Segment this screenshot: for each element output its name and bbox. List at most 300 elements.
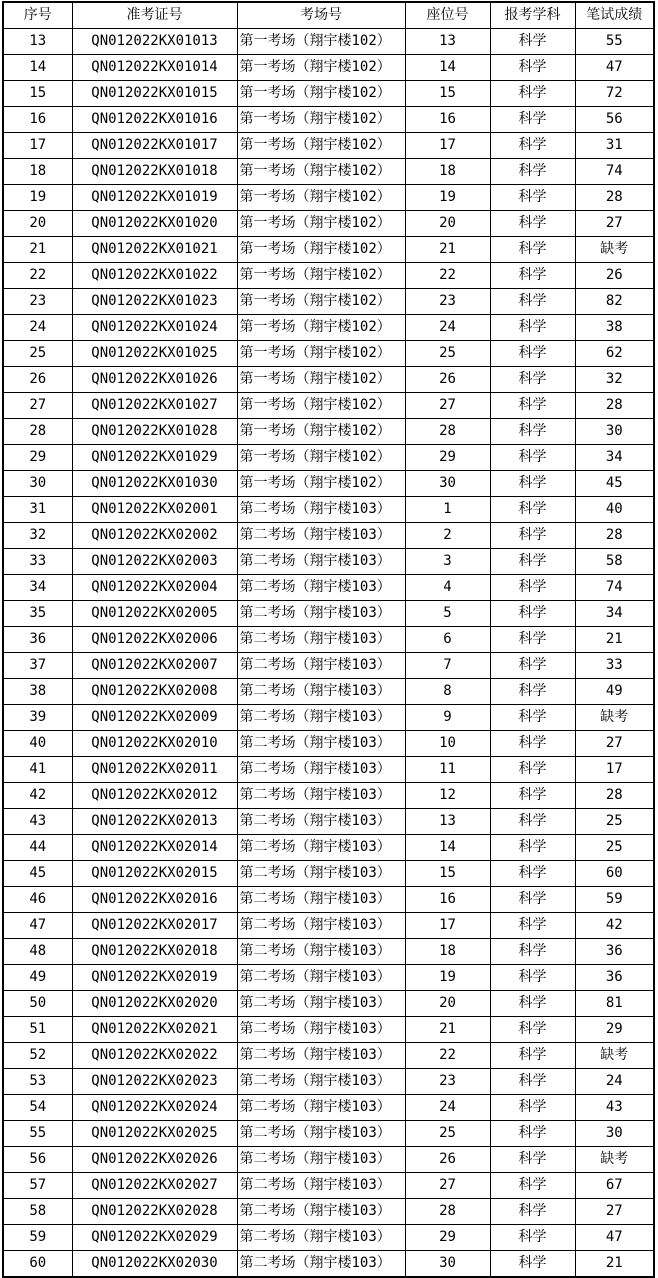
exam-results-table (2, 1, 655, 1278)
cell-seq: 14 (3, 55, 72, 81)
cell-seat: 14 (405, 55, 490, 81)
cell-ticket: QN012022KX02026 (72, 1147, 237, 1173)
cell-seat: 17 (405, 913, 490, 939)
cell-room: 第一考场（翔宇楼102） (237, 445, 405, 471)
cell-score: 74 (575, 159, 654, 185)
table-row (3, 185, 654, 211)
cell-subject: 科学 (490, 237, 575, 263)
cell-score: 36 (575, 939, 654, 965)
cell-subject: 科学 (490, 55, 575, 81)
cell-ticket: QN012022KX01022 (72, 263, 237, 289)
cell-room: 第一考场（翔宇楼102） (237, 55, 405, 81)
cell-score: 40 (575, 497, 654, 523)
table-row (3, 523, 654, 549)
cell-seq: 31 (3, 497, 72, 523)
cell-room: 第一考场（翔宇楼102） (237, 29, 405, 55)
cell-room: 第二考场（翔宇楼103） (237, 1225, 405, 1251)
cell-room: 第二考场（翔宇楼103） (237, 835, 405, 861)
table-row (3, 289, 654, 315)
cell-ticket: QN012022KX02013 (72, 809, 237, 835)
cell-room: 第一考场（翔宇楼102） (237, 419, 405, 445)
cell-ticket: QN012022KX02024 (72, 1095, 237, 1121)
cell-room: 第一考场（翔宇楼102） (237, 211, 405, 237)
cell-room: 第二考场（翔宇楼103） (237, 1017, 405, 1043)
cell-subject: 科学 (490, 419, 575, 445)
table-body (3, 29, 654, 1278)
cell-seq: 56 (3, 1147, 72, 1173)
cell-seat: 17 (405, 133, 490, 159)
cell-subject: 科学 (490, 835, 575, 861)
cell-score: 59 (575, 887, 654, 913)
cell-ticket: QN012022KX01017 (72, 133, 237, 159)
cell-ticket: QN012022KX02006 (72, 627, 237, 653)
cell-subject: 科学 (490, 1225, 575, 1251)
cell-seq: 52 (3, 1043, 72, 1069)
cell-subject: 科学 (490, 991, 575, 1017)
cell-seat: 27 (405, 1173, 490, 1199)
cell-seq: 22 (3, 263, 72, 289)
cell-ticket: QN012022KX01013 (72, 29, 237, 55)
cell-score: 60 (575, 861, 654, 887)
table-row (3, 731, 654, 757)
cell-ticket: QN012022KX02011 (72, 757, 237, 783)
cell-seat: 22 (405, 263, 490, 289)
cell-seat: 25 (405, 1121, 490, 1147)
cell-seat: 16 (405, 107, 490, 133)
cell-ticket: QN012022KX01024 (72, 315, 237, 341)
cell-room: 第二考场（翔宇楼103） (237, 1199, 405, 1225)
table-row (3, 1173, 654, 1199)
cell-ticket: QN012022KX01023 (72, 289, 237, 315)
table-row (3, 211, 654, 237)
cell-ticket: QN012022KX02021 (72, 1017, 237, 1043)
table-row (3, 81, 654, 107)
cell-seq: 37 (3, 653, 72, 679)
cell-room: 第二考场（翔宇楼103） (237, 861, 405, 887)
cell-seat: 28 (405, 1199, 490, 1225)
cell-score: 缺考 (575, 1043, 654, 1069)
table-row (3, 55, 654, 81)
cell-seq: 50 (3, 991, 72, 1017)
cell-ticket: QN012022KX02022 (72, 1043, 237, 1069)
cell-subject: 科学 (490, 393, 575, 419)
table-row (3, 107, 654, 133)
cell-subject: 科学 (490, 861, 575, 887)
cell-room: 第二考场（翔宇楼103） (237, 575, 405, 601)
cell-score: 62 (575, 341, 654, 367)
cell-seq: 28 (3, 419, 72, 445)
cell-seq: 27 (3, 393, 72, 419)
cell-room: 第二考场（翔宇楼103） (237, 809, 405, 835)
cell-seat: 24 (405, 1095, 490, 1121)
cell-score: 28 (575, 185, 654, 211)
cell-score: 25 (575, 835, 654, 861)
table-row (3, 367, 654, 393)
cell-seq: 45 (3, 861, 72, 887)
cell-ticket: QN012022KX02014 (72, 835, 237, 861)
cell-seat: 8 (405, 679, 490, 705)
cell-seat: 6 (405, 627, 490, 653)
cell-room: 第二考场（翔宇楼103） (237, 1121, 405, 1147)
cell-seat: 9 (405, 705, 490, 731)
cell-ticket: QN012022KX02003 (72, 549, 237, 575)
cell-seq: 59 (3, 1225, 72, 1251)
cell-score: 32 (575, 367, 654, 393)
cell-ticket: QN012022KX02023 (72, 1069, 237, 1095)
cell-room: 第二考场（翔宇楼103） (237, 1095, 405, 1121)
cell-room: 第二考场（翔宇楼103） (237, 757, 405, 783)
table-row (3, 627, 654, 653)
cell-subject: 科学 (490, 1147, 575, 1173)
cell-score: 31 (575, 133, 654, 159)
table-row (3, 263, 654, 289)
cell-seat: 15 (405, 81, 490, 107)
table-row (3, 991, 654, 1017)
cell-score: 33 (575, 653, 654, 679)
cell-ticket: QN012022KX02028 (72, 1199, 237, 1225)
table-row (3, 549, 654, 575)
cell-ticket: QN012022KX02008 (72, 679, 237, 705)
cell-subject: 科学 (490, 549, 575, 575)
cell-seq: 30 (3, 471, 72, 497)
cell-score: 30 (575, 419, 654, 445)
cell-seq: 32 (3, 523, 72, 549)
cell-subject: 科学 (490, 1251, 575, 1278)
cell-score: 27 (575, 1199, 654, 1225)
cell-seat: 30 (405, 1251, 490, 1278)
cell-score: 56 (575, 107, 654, 133)
cell-ticket: QN012022KX01019 (72, 185, 237, 211)
cell-subject: 科学 (490, 367, 575, 393)
cell-seq: 47 (3, 913, 72, 939)
cell-seq: 15 (3, 81, 72, 107)
table-row (3, 471, 654, 497)
cell-ticket: QN012022KX02020 (72, 991, 237, 1017)
cell-seat: 15 (405, 861, 490, 887)
cell-ticket: QN012022KX02018 (72, 939, 237, 965)
cell-seat: 20 (405, 211, 490, 237)
cell-score: 缺考 (575, 237, 654, 263)
cell-room: 第二考场（翔宇楼103） (237, 627, 405, 653)
cell-seat: 23 (405, 1069, 490, 1095)
table-row (3, 445, 654, 471)
cell-score: 17 (575, 757, 654, 783)
cell-room: 第二考场（翔宇楼103） (237, 731, 405, 757)
cell-room: 第二考场（翔宇楼103） (237, 939, 405, 965)
cell-subject: 科学 (490, 445, 575, 471)
cell-ticket: QN012022KX02005 (72, 601, 237, 627)
cell-seq: 33 (3, 549, 72, 575)
table-row (3, 419, 654, 445)
cell-ticket: QN012022KX02002 (72, 523, 237, 549)
cell-subject: 科学 (490, 809, 575, 835)
cell-subject: 科学 (490, 523, 575, 549)
cell-ticket: QN012022KX02010 (72, 731, 237, 757)
cell-seat: 10 (405, 731, 490, 757)
cell-room: 第一考场（翔宇楼102） (237, 289, 405, 315)
cell-subject: 科学 (490, 705, 575, 731)
cell-seat: 13 (405, 809, 490, 835)
cell-score: 38 (575, 315, 654, 341)
cell-seq: 48 (3, 939, 72, 965)
cell-score: 24 (575, 1069, 654, 1095)
cell-subject: 科学 (490, 1199, 575, 1225)
table-row (3, 601, 654, 627)
table-row (3, 497, 654, 523)
cell-ticket: QN012022KX02016 (72, 887, 237, 913)
cell-room: 第二考场（翔宇楼103） (237, 497, 405, 523)
cell-ticket: QN012022KX01030 (72, 471, 237, 497)
cell-seq: 21 (3, 237, 72, 263)
cell-room: 第一考场（翔宇楼102） (237, 107, 405, 133)
cell-ticket: QN012022KX02001 (72, 497, 237, 523)
cell-score: 28 (575, 393, 654, 419)
cell-seat: 12 (405, 783, 490, 809)
cell-subject: 科学 (490, 1017, 575, 1043)
table-row (3, 1251, 654, 1278)
cell-seq: 41 (3, 757, 72, 783)
cell-subject: 科学 (490, 731, 575, 757)
cell-score: 67 (575, 1173, 654, 1199)
table-row (3, 1147, 654, 1173)
cell-subject: 科学 (490, 939, 575, 965)
cell-seq: 26 (3, 367, 72, 393)
cell-seat: 28 (405, 419, 490, 445)
cell-ticket: QN012022KX01027 (72, 393, 237, 419)
table-row (3, 679, 654, 705)
cell-seq: 39 (3, 705, 72, 731)
cell-ticket: QN012022KX01021 (72, 237, 237, 263)
table-row (3, 575, 654, 601)
cell-ticket: QN012022KX02027 (72, 1173, 237, 1199)
cell-seat: 23 (405, 289, 490, 315)
cell-ticket: QN012022KX01026 (72, 367, 237, 393)
cell-seat: 3 (405, 549, 490, 575)
cell-room: 第二考场（翔宇楼103） (237, 887, 405, 913)
cell-seat: 7 (405, 653, 490, 679)
table-row (3, 1225, 654, 1251)
cell-subject: 科学 (490, 1043, 575, 1069)
cell-seq: 24 (3, 315, 72, 341)
table-row (3, 913, 654, 939)
cell-subject: 科学 (490, 757, 575, 783)
cell-subject: 科学 (490, 1069, 575, 1095)
cell-seq: 54 (3, 1095, 72, 1121)
cell-ticket: QN012022KX01020 (72, 211, 237, 237)
cell-seq: 20 (3, 211, 72, 237)
cell-room: 第二考场（翔宇楼103） (237, 1069, 405, 1095)
header-subject: 报考学科 (490, 2, 575, 29)
cell-subject: 科学 (490, 575, 575, 601)
cell-room: 第二考场（翔宇楼103） (237, 523, 405, 549)
table-row (3, 1069, 654, 1095)
table-row (3, 861, 654, 887)
cell-room: 第一考场（翔宇楼102） (237, 159, 405, 185)
table-row (3, 887, 654, 913)
cell-room: 第二考场（翔宇楼103） (237, 1251, 405, 1278)
cell-room: 第二考场（翔宇楼103） (237, 679, 405, 705)
cell-score: 26 (575, 263, 654, 289)
table-row (3, 705, 654, 731)
cell-ticket: QN012022KX02015 (72, 861, 237, 887)
cell-score: 42 (575, 913, 654, 939)
cell-seq: 36 (3, 627, 72, 653)
cell-ticket: QN012022KX02030 (72, 1251, 237, 1278)
cell-subject: 科学 (490, 1095, 575, 1121)
cell-ticket: QN012022KX01028 (72, 419, 237, 445)
cell-score: 36 (575, 965, 654, 991)
table-row (3, 1043, 654, 1069)
cell-seat: 11 (405, 757, 490, 783)
cell-seq: 46 (3, 887, 72, 913)
cell-seat: 13 (405, 29, 490, 55)
header-score: 笔试成绩 (575, 2, 654, 29)
table-row (3, 393, 654, 419)
cell-subject: 科学 (490, 159, 575, 185)
cell-seat: 19 (405, 965, 490, 991)
cell-score: 21 (575, 627, 654, 653)
cell-score: 43 (575, 1095, 654, 1121)
cell-score: 30 (575, 1121, 654, 1147)
cell-seat: 26 (405, 1147, 490, 1173)
cell-subject: 科学 (490, 497, 575, 523)
cell-score: 21 (575, 1251, 654, 1278)
cell-room: 第一考场（翔宇楼102） (237, 263, 405, 289)
cell-score: 74 (575, 575, 654, 601)
cell-score: 28 (575, 523, 654, 549)
cell-seat: 30 (405, 471, 490, 497)
table-row (3, 1121, 654, 1147)
cell-subject: 科学 (490, 1173, 575, 1199)
cell-score: 82 (575, 289, 654, 315)
cell-room: 第一考场（翔宇楼102） (237, 237, 405, 263)
cell-subject: 科学 (490, 679, 575, 705)
cell-room: 第一考场（翔宇楼102） (237, 341, 405, 367)
cell-ticket: QN012022KX01016 (72, 107, 237, 133)
cell-ticket: QN012022KX01014 (72, 55, 237, 81)
cell-seq: 57 (3, 1173, 72, 1199)
table-row (3, 341, 654, 367)
cell-seq: 40 (3, 731, 72, 757)
table-row (3, 1199, 654, 1225)
cell-room: 第二考场（翔宇楼103） (237, 705, 405, 731)
cell-seq: 43 (3, 809, 72, 835)
cell-subject: 科学 (490, 913, 575, 939)
cell-subject: 科学 (490, 289, 575, 315)
table-row (3, 1095, 654, 1121)
cell-room: 第二考场（翔宇楼103） (237, 653, 405, 679)
cell-seq: 35 (3, 601, 72, 627)
cell-seq: 51 (3, 1017, 72, 1043)
cell-score: 28 (575, 783, 654, 809)
cell-subject: 科学 (490, 133, 575, 159)
cell-seat: 16 (405, 887, 490, 913)
cell-score: 72 (575, 81, 654, 107)
cell-room: 第二考场（翔宇楼103） (237, 601, 405, 627)
cell-seq: 25 (3, 341, 72, 367)
cell-ticket: QN012022KX02025 (72, 1121, 237, 1147)
cell-room: 第二考场（翔宇楼103） (237, 965, 405, 991)
cell-seat: 18 (405, 159, 490, 185)
cell-score: 27 (575, 211, 654, 237)
cell-seq: 23 (3, 289, 72, 315)
cell-score: 34 (575, 445, 654, 471)
cell-seat: 5 (405, 601, 490, 627)
cell-seq: 34 (3, 575, 72, 601)
cell-subject: 科学 (490, 185, 575, 211)
cell-room: 第二考场（翔宇楼103） (237, 991, 405, 1017)
table-row (3, 159, 654, 185)
cell-score: 27 (575, 731, 654, 757)
cell-seq: 53 (3, 1069, 72, 1095)
cell-score: 45 (575, 471, 654, 497)
cell-seq: 42 (3, 783, 72, 809)
cell-score: 缺考 (575, 705, 654, 731)
cell-ticket: QN012022KX02012 (72, 783, 237, 809)
cell-seq: 13 (3, 29, 72, 55)
header-room: 考场号 (237, 2, 405, 29)
cell-ticket: QN012022KX01018 (72, 159, 237, 185)
cell-subject: 科学 (490, 887, 575, 913)
cell-room: 第一考场（翔宇楼102） (237, 185, 405, 211)
cell-subject: 科学 (490, 471, 575, 497)
cell-ticket: QN012022KX01025 (72, 341, 237, 367)
table-row (3, 653, 654, 679)
cell-seat: 25 (405, 341, 490, 367)
cell-seq: 44 (3, 835, 72, 861)
cell-room: 第二考场（翔宇楼103） (237, 1043, 405, 1069)
cell-seat: 1 (405, 497, 490, 523)
cell-score: 55 (575, 29, 654, 55)
cell-subject: 科学 (490, 653, 575, 679)
cell-room: 第一考场（翔宇楼102） (237, 471, 405, 497)
cell-score: 81 (575, 991, 654, 1017)
cell-ticket: QN012022KX02017 (72, 913, 237, 939)
cell-seq: 29 (3, 445, 72, 471)
cell-ticket: QN012022KX01015 (72, 81, 237, 107)
cell-seq: 19 (3, 185, 72, 211)
cell-subject: 科学 (490, 107, 575, 133)
cell-seq: 17 (3, 133, 72, 159)
cell-subject: 科学 (490, 81, 575, 107)
header-seq: 序号 (3, 2, 72, 29)
header-seat: 座位号 (405, 2, 490, 29)
cell-seq: 55 (3, 1121, 72, 1147)
cell-subject: 科学 (490, 783, 575, 809)
cell-seq: 16 (3, 107, 72, 133)
cell-ticket: QN012022KX02004 (72, 575, 237, 601)
table-row (3, 809, 654, 835)
cell-room: 第一考场（翔宇楼102） (237, 81, 405, 107)
cell-score: 29 (575, 1017, 654, 1043)
cell-seat: 21 (405, 1017, 490, 1043)
cell-seat: 27 (405, 393, 490, 419)
cell-seq: 18 (3, 159, 72, 185)
cell-seat: 14 (405, 835, 490, 861)
cell-subject: 科学 (490, 601, 575, 627)
cell-ticket: QN012022KX02009 (72, 705, 237, 731)
cell-seq: 49 (3, 965, 72, 991)
table-row (3, 939, 654, 965)
table-row (3, 315, 654, 341)
cell-room: 第二考场（翔宇楼103） (237, 1147, 405, 1173)
table-row (3, 835, 654, 861)
cell-ticket: QN012022KX01029 (72, 445, 237, 471)
cell-ticket: QN012022KX02019 (72, 965, 237, 991)
cell-room: 第二考场（翔宇楼103） (237, 1173, 405, 1199)
cell-subject: 科学 (490, 341, 575, 367)
cell-subject: 科学 (490, 211, 575, 237)
